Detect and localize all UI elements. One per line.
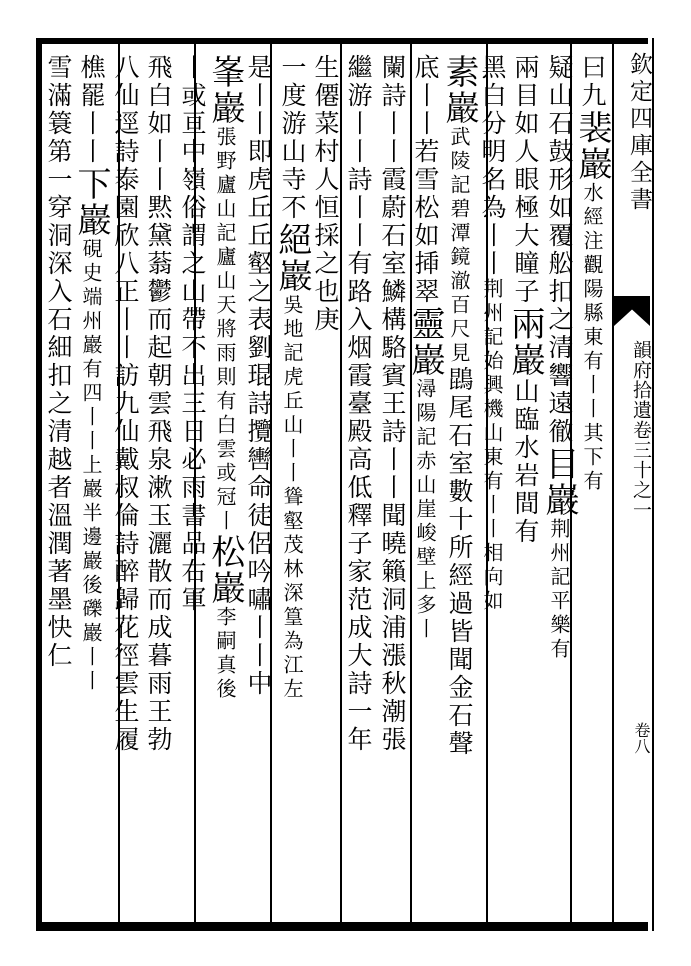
headword: 絕巖	[272, 222, 312, 294]
text-run: 水經注觀陽縣東有丨丨其下有	[580, 182, 604, 494]
text-column	[378, 54, 410, 920]
fishtail-mark	[614, 296, 650, 326]
text-run: 硯史端州巖有四丨丨上巖半邊巖後礫巖丨丨	[79, 238, 103, 694]
text-column	[505, 54, 545, 920]
text-run: 雪滿簑	[44, 54, 73, 138]
text-run: 書品右軍	[178, 502, 207, 614]
text-column	[439, 54, 479, 920]
text-column	[205, 54, 245, 920]
text-run: 武陵記碧潭鏡澈百尺見	[447, 126, 471, 366]
text-run: 張野廬山記廬山天將雨則有白雲或冠丨	[213, 126, 237, 534]
border-right	[652, 38, 654, 931]
text-column	[311, 54, 343, 920]
border-top	[36, 38, 648, 44]
border-bottom	[36, 922, 648, 931]
text-run: 飛白如丨丨黙黛蓊鬱而起朝雲飛泉漱玉灑散而成暮雨王勃	[144, 54, 173, 754]
text-run: 丘壑之表劉琨詩攬轡命徒侶吟嘯丨丨中	[244, 222, 273, 698]
text-run: 底丨丨若雪松如揷翠	[411, 54, 440, 306]
headword: 兩巖	[505, 306, 545, 378]
headword: 松巖	[205, 534, 245, 606]
text-run: 石鼓形如覆舩扣之清響遠徹	[545, 110, 574, 446]
text-run: 鵾尾石室數十所經過皆聞金石聲	[445, 366, 474, 758]
banxin-volume: 韻府拾遺卷三十之一	[630, 340, 652, 520]
headword: 靈巖	[405, 306, 445, 378]
text-run: 荆州記平樂有	[547, 518, 571, 662]
headword: 裴巖	[572, 110, 612, 182]
text-column	[405, 54, 445, 920]
text-column	[272, 54, 312, 920]
text-column	[572, 54, 612, 920]
text-run: 李嗣真後	[213, 606, 237, 702]
banxin-page: 卷八	[632, 722, 651, 754]
headword: 峯巖	[205, 54, 245, 126]
text-run: 吳地記虎丘山丨丨聳壑茂林深篁為江左	[280, 294, 304, 702]
text-run: 生僊菜村人恒採之也庚	[311, 54, 340, 334]
banxin-rule	[612, 44, 614, 922]
text-run: 潯陽記赤山崖峻壁上多丨	[413, 378, 437, 642]
text-column	[44, 54, 76, 920]
text-column	[478, 54, 510, 920]
text-run: 黑白分明名為丨丨	[478, 54, 507, 278]
text-run: 荆州記始興機山東有丨丨相向如	[480, 278, 504, 614]
text-column	[344, 54, 376, 920]
text-column	[71, 54, 111, 920]
text-column	[178, 54, 210, 920]
text-column	[111, 54, 143, 920]
text-run: 一度游山寺不	[278, 54, 307, 222]
text-run: 山臨水岩間有	[511, 378, 540, 546]
text-run: 闌詩丨丨霞蔚石室鱗構駱賓王詩丨丨聞曉籟洞浦漲秋潮張	[378, 54, 407, 754]
text-run: 繼游丨丨詩丨丨有路入烟霞臺殿高低釋子家范成大詩一年	[344, 54, 373, 754]
banxin-title: 欽定四庫全書	[626, 52, 652, 214]
headword: 素巖	[439, 54, 479, 126]
text-column	[244, 54, 276, 920]
text-run: 八仙逕詩泰園欣八正丨丨訪九仙戴叔倫詩醉歸花徑雲生履	[111, 54, 140, 754]
text-run: 曰九	[578, 54, 607, 110]
text-run: 兩目如人眼極大瞳子	[511, 54, 540, 306]
headword: 下巖	[71, 166, 111, 238]
text-run: 樵罷丨丨	[77, 54, 106, 166]
text-column	[539, 54, 579, 920]
text-run: 丨或亘中嶺俗謂之山帶不出三日必雨	[178, 54, 207, 502]
text-run: 疑山	[545, 54, 574, 110]
headword: 目巖	[539, 446, 579, 518]
text-run: 是丨丨即虎丘	[244, 54, 273, 222]
text-run: 第一穿洞深入石細扣之清越者溫潤著墨快仁	[44, 138, 73, 670]
text-column	[144, 54, 176, 920]
